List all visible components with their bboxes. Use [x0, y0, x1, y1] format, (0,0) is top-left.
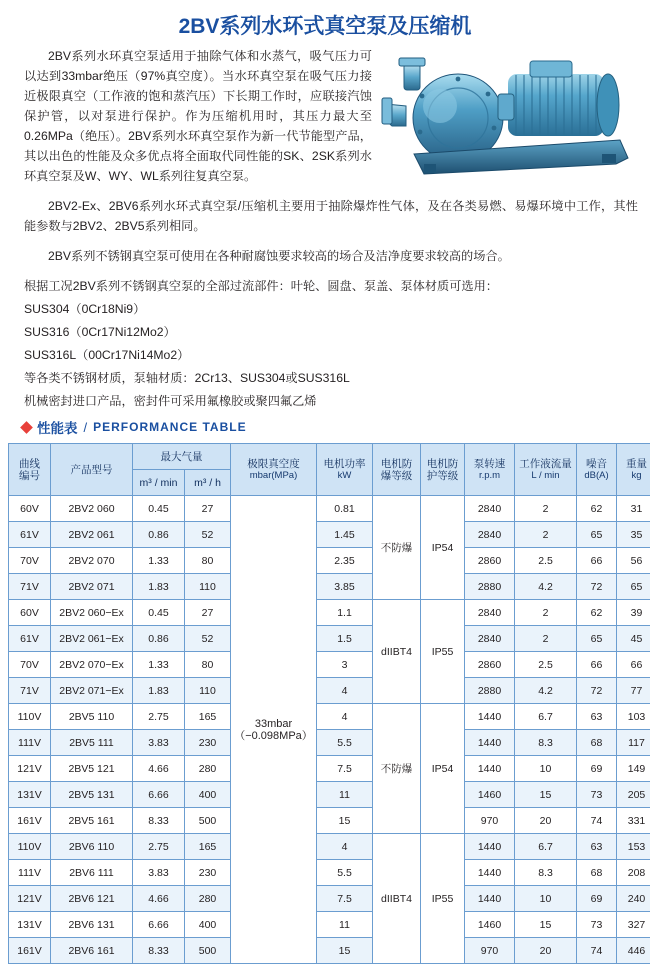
cell-model: 2BV5 121: [51, 756, 133, 782]
intro-paragraph-3: 2BV系列不锈钢真空泵可使用在各种耐腐蚀要求较高的场合及洁净度要求较高的场合。: [24, 246, 638, 266]
cell-weight: 45: [617, 626, 650, 652]
cell-speed: 1460: [465, 782, 515, 808]
cell-model: 2BV6 161: [51, 938, 133, 964]
cell-curve-no: 110V: [9, 704, 51, 730]
cell-liquid-flow: 10: [515, 886, 577, 912]
cell-liquid-flow: 4.2: [515, 678, 577, 704]
header-curve-no: [9, 444, 51, 496]
cell-motor-power: 11: [317, 782, 373, 808]
cell-liquid-flow: 6.7: [515, 834, 577, 860]
header-curve-no-l2: 编号: [19, 470, 40, 482]
header-curve-no-l1: 曲线: [19, 458, 40, 470]
cell-weight: 65: [617, 574, 650, 600]
cell-max-air-min: 0.86: [133, 522, 185, 548]
cell-noise: 73: [577, 912, 617, 938]
cell-max-air-min: 2.75: [133, 834, 185, 860]
material-line-4: SUS316L（00Cr17Ni14Mo2）: [24, 345, 638, 365]
performance-table-heading: [22, 417, 650, 437]
cell-max-air-hour: 500: [185, 808, 231, 834]
cell-curve-no: 70V: [9, 548, 51, 574]
material-line-6: 机械密封进口产品，密封件可采用氟橡胶或聚四氟乙烯: [24, 391, 638, 411]
cell-curve-no: 70V: [9, 652, 51, 678]
cell-motor-power: 4: [317, 834, 373, 860]
cell-motor-power: 4: [317, 704, 373, 730]
header-max-air: 最大气量: [133, 444, 231, 470]
header-weight-label: 重量: [626, 458, 647, 470]
cell-weight: 39: [617, 600, 650, 626]
cell-max-air-hour: 400: [185, 912, 231, 938]
cell-noise: 74: [577, 938, 617, 964]
header-ex-grade: [373, 444, 421, 496]
table-row: [9, 678, 650, 704]
vacuum-value: 33mbar: [231, 718, 316, 730]
cell-model: 2BV5 110: [51, 704, 133, 730]
cell-noise: 66: [577, 548, 617, 574]
header-motor-power-label: 电机功率: [324, 458, 366, 470]
cell-weight: 240: [617, 886, 650, 912]
cell-max-air-min: 8.33: [133, 808, 185, 834]
cell-weight: 153: [617, 834, 650, 860]
cell-motor-power: 0.81: [317, 496, 373, 522]
cell-motor-power: 5.5: [317, 860, 373, 886]
header-ex-grade-l2: 爆等级: [381, 470, 413, 482]
cell-max-air-min: 0.45: [133, 496, 185, 522]
cell-speed: 1440: [465, 756, 515, 782]
cell-ip-grade: IP55: [421, 834, 465, 964]
cell-liquid-flow: 2: [515, 626, 577, 652]
cell-liquid-flow: 6.7: [515, 704, 577, 730]
cell-ex-grade: 不防爆: [373, 704, 421, 834]
table-row: [9, 704, 650, 730]
header-noise-label: 噪音: [586, 458, 607, 470]
header-max-air-unit-min: m³ / min: [133, 470, 185, 496]
cell-max-air-min: 4.66: [133, 886, 185, 912]
cell-motor-power: 7.5: [317, 756, 373, 782]
vacuum-value-mpa: （−0.098MPa）: [231, 730, 316, 742]
cell-liquid-flow: 2: [515, 522, 577, 548]
cell-weight: 327: [617, 912, 650, 938]
cell-weight: 103: [617, 704, 650, 730]
heading-separator: /: [84, 420, 88, 435]
header-ip-grade: [421, 444, 465, 496]
table-row: [9, 938, 650, 964]
cell-speed: 2840: [465, 522, 515, 548]
cell-speed: 2840: [465, 626, 515, 652]
cell-speed: 1440: [465, 730, 515, 756]
cell-max-air-min: 1.33: [133, 652, 185, 678]
header-speed-unit: r.p.m: [465, 470, 514, 482]
cell-noise: 65: [577, 522, 617, 548]
cell-model: 2BV2 060−Ex: [51, 600, 133, 626]
cell-max-air-hour: 165: [185, 704, 231, 730]
pump-illustration: [380, 46, 638, 181]
cell-liquid-flow: 2.5: [515, 652, 577, 678]
table-row: [9, 834, 650, 860]
cell-motor-power: 1.1: [317, 600, 373, 626]
cell-motor-power: 3: [317, 652, 373, 678]
pump-illustration-svg: [380, 46, 638, 181]
material-line-5: 等各类不锈钢材质，泵轴材质：2Cr13、SUS304或SUS316L: [24, 368, 638, 388]
cell-motor-power: 15: [317, 808, 373, 834]
cell-liquid-flow: 8.3: [515, 730, 577, 756]
header-ip-grade-l2: 护等级: [427, 470, 459, 482]
diamond-bullet-icon: [20, 421, 33, 434]
header-ip-grade-l1: 电机防: [427, 458, 459, 470]
cell-max-air-hour: 280: [185, 756, 231, 782]
cell-noise: 74: [577, 808, 617, 834]
cell-weight: 208: [617, 860, 650, 886]
cell-model: 2BV5 111: [51, 730, 133, 756]
cell-noise: 69: [577, 886, 617, 912]
table-row: [9, 652, 650, 678]
cell-ip-grade: IP54: [421, 704, 465, 834]
cell-max-air-min: 1.83: [133, 574, 185, 600]
cell-motor-power: 1.45: [317, 522, 373, 548]
cell-ultimate-vacuum: [231, 496, 317, 964]
cell-ip-grade: IP55: [421, 600, 465, 704]
header-ex-grade-l1: 电机防: [381, 458, 413, 470]
cell-curve-no: 110V: [9, 834, 51, 860]
cell-model: 2BV2 071: [51, 574, 133, 600]
page-title: 2BV系列水环式真空泵及压缩机: [0, 0, 650, 46]
cell-max-air-hour: 400: [185, 782, 231, 808]
cell-speed: 2880: [465, 574, 515, 600]
intro-paragraph-1: 2BV系列水环真空泵适用于抽除气体和水蒸气，吸气压力可以达到33mbar绝压（97%真空度）。当水环真空泵在吸气压力接近极限真空（工作液的饱和蒸汽压）下长期工作时，应联接汽蚀保护管，以对泵进行保护。作为压缩机用时，其压力最大至0.26MPa（绝压）。2BV系列水环真空泵作为新一代节能型产品，其以出色的性能及众多优点将全面取代同性能的SK、2SK系列水环真空泵及W、WY、WL系列往复真空泵。: [24, 46, 638, 186]
table-row: [9, 756, 650, 782]
cell-model: 2BV6 121: [51, 886, 133, 912]
table-row: [9, 886, 650, 912]
cell-weight: 35: [617, 522, 650, 548]
cell-weight: 149: [617, 756, 650, 782]
cell-weight: 117: [617, 730, 650, 756]
cell-max-air-hour: 500: [185, 938, 231, 964]
table-row: [9, 600, 650, 626]
cell-model: 2BV5 131: [51, 782, 133, 808]
cell-liquid-flow: 2.5: [515, 548, 577, 574]
cell-liquid-flow: 15: [515, 782, 577, 808]
cell-motor-power: 3.85: [317, 574, 373, 600]
table-row: [9, 522, 650, 548]
cell-liquid-flow: 2: [515, 496, 577, 522]
cell-weight: 446: [617, 938, 650, 964]
cell-liquid-flow: 10: [515, 756, 577, 782]
cell-speed: 2840: [465, 496, 515, 522]
material-line-3: SUS316（0Cr17Ni12Mo2）: [24, 322, 638, 342]
cell-noise: 69: [577, 756, 617, 782]
cell-max-air-min: 0.86: [133, 626, 185, 652]
cell-liquid-flow: 8.3: [515, 860, 577, 886]
cell-speed: 970: [465, 808, 515, 834]
header-liquid-flow: [515, 444, 577, 496]
cell-curve-no: 131V: [9, 912, 51, 938]
cell-model: 2BV6 110: [51, 834, 133, 860]
table-header-row-1: [9, 444, 650, 470]
cell-model: 2BV2 070−Ex: [51, 652, 133, 678]
cell-model: 2BV2 061: [51, 522, 133, 548]
heading-label-en: PERFORMANCE TABLE: [93, 420, 246, 434]
table-body: [9, 496, 650, 964]
table-row: [9, 496, 650, 522]
cell-max-air-min: 1.33: [133, 548, 185, 574]
header-weight: [617, 444, 650, 496]
cell-speed: 2860: [465, 652, 515, 678]
header-max-air-unit-hour: m³ / h: [185, 470, 231, 496]
cell-max-air-min: 1.83: [133, 678, 185, 704]
cell-ex-grade: dIIBT4: [373, 600, 421, 704]
intro-section: [0, 46, 650, 411]
material-line-1: 根据工况2BV系列不锈钢真空泵的全部过流部件：叶轮、圆盘、泵盖、泵体材质可选用：: [24, 276, 638, 296]
cell-curve-no: 121V: [9, 756, 51, 782]
cell-ip-grade: IP54: [421, 496, 465, 600]
cell-noise: 68: [577, 730, 617, 756]
header-ultimate-vacuum-label: 极限真空度: [247, 458, 300, 470]
header-model: 产品型号: [51, 444, 133, 496]
cell-liquid-flow: 20: [515, 938, 577, 964]
cell-noise: 68: [577, 860, 617, 886]
cell-model: 2BV2 070: [51, 548, 133, 574]
cell-speed: 2880: [465, 678, 515, 704]
cell-max-air-hour: 52: [185, 626, 231, 652]
table-row: [9, 782, 650, 808]
cell-speed: 1440: [465, 886, 515, 912]
cell-model: 2BV5 161: [51, 808, 133, 834]
header-weight-unit: kg: [617, 470, 650, 482]
cell-curve-no: 111V: [9, 860, 51, 886]
cell-max-air-min: 0.45: [133, 600, 185, 626]
header-motor-power-unit: kW: [317, 470, 372, 482]
header-noise-unit: dB(A): [577, 470, 616, 482]
cell-liquid-flow: 4.2: [515, 574, 577, 600]
cell-speed: 1460: [465, 912, 515, 938]
table-row: [9, 574, 650, 600]
cell-motor-power: 2.35: [317, 548, 373, 574]
cell-max-air-hour: 80: [185, 652, 231, 678]
cell-curve-no: 60V: [9, 496, 51, 522]
cell-curve-no: 61V: [9, 626, 51, 652]
cell-noise: 66: [577, 652, 617, 678]
cell-liquid-flow: 20: [515, 808, 577, 834]
cell-weight: 56: [617, 548, 650, 574]
cell-model: 2BV2 071−Ex: [51, 678, 133, 704]
cell-weight: 66: [617, 652, 650, 678]
cell-motor-power: 5.5: [317, 730, 373, 756]
cell-speed: 1440: [465, 704, 515, 730]
cell-max-air-min: 6.66: [133, 912, 185, 938]
cell-noise: 63: [577, 704, 617, 730]
cell-model: 2BV6 131: [51, 912, 133, 938]
cell-liquid-flow: 15: [515, 912, 577, 938]
cell-max-air-hour: 280: [185, 886, 231, 912]
cell-curve-no: 71V: [9, 678, 51, 704]
cell-speed: 2860: [465, 548, 515, 574]
cell-curve-no: 71V: [9, 574, 51, 600]
header-liquid-flow-unit: L / min: [515, 470, 576, 482]
cell-max-air-min: 4.66: [133, 756, 185, 782]
cell-speed: 1440: [465, 834, 515, 860]
cell-model: 2BV6 111: [51, 860, 133, 886]
header-speed-label: 泵转速: [474, 458, 506, 470]
cell-ex-grade: 不防爆: [373, 496, 421, 600]
cell-weight: 205: [617, 782, 650, 808]
cell-noise: 65: [577, 626, 617, 652]
cell-speed: 970: [465, 938, 515, 964]
cell-max-air-min: 8.33: [133, 938, 185, 964]
cell-curve-no: 61V: [9, 522, 51, 548]
intro-paragraph-2: 2BV2-Ex、2BV6系列水环式真空泵/压缩机主要用于抽除爆炸性气体，及在各类易燃、易爆环境中工作，其性能参数与2BV2、2BV5系列相同。: [24, 196, 638, 236]
performance-table: [8, 443, 650, 964]
cell-max-air-hour: 110: [185, 678, 231, 704]
cell-max-air-hour: 27: [185, 496, 231, 522]
cell-weight: 31: [617, 496, 650, 522]
table-row: [9, 626, 650, 652]
header-motor-power: [317, 444, 373, 496]
cell-model: 2BV2 061−Ex: [51, 626, 133, 652]
cell-noise: 62: [577, 496, 617, 522]
cell-ex-grade: dIIBT4: [373, 834, 421, 964]
cell-motor-power: 4: [317, 678, 373, 704]
cell-motor-power: 11: [317, 912, 373, 938]
cell-max-air-hour: 80: [185, 548, 231, 574]
cell-max-air-min: 6.66: [133, 782, 185, 808]
cell-noise: 72: [577, 574, 617, 600]
cell-curve-no: 111V: [9, 730, 51, 756]
heading-label-cn: 性能表: [37, 417, 78, 437]
cell-curve-no: 131V: [9, 782, 51, 808]
cell-curve-no: 60V: [9, 600, 51, 626]
table-row: [9, 912, 650, 938]
header-speed: [465, 444, 515, 496]
cell-max-air-hour: 230: [185, 730, 231, 756]
cell-motor-power: 7.5: [317, 886, 373, 912]
cell-max-air-min: 3.83: [133, 730, 185, 756]
cell-max-air-hour: 165: [185, 834, 231, 860]
cell-speed: 1440: [465, 860, 515, 886]
cell-max-air-hour: 110: [185, 574, 231, 600]
table-row: [9, 730, 650, 756]
cell-liquid-flow: 2: [515, 600, 577, 626]
cell-max-air-hour: 52: [185, 522, 231, 548]
header-ultimate-vacuum: [231, 444, 317, 496]
cell-weight: 77: [617, 678, 650, 704]
material-line-2: SUS304（0Cr18Ni9）: [24, 299, 638, 319]
table-row: [9, 548, 650, 574]
cell-max-air-hour: 230: [185, 860, 231, 886]
cell-weight: 331: [617, 808, 650, 834]
cell-max-air-min: 3.83: [133, 860, 185, 886]
cell-curve-no: 121V: [9, 886, 51, 912]
cell-motor-power: 15: [317, 938, 373, 964]
cell-speed: 2840: [465, 600, 515, 626]
cell-noise: 72: [577, 678, 617, 704]
header-liquid-flow-label: 工作液流量: [519, 458, 572, 470]
cell-max-air-hour: 27: [185, 600, 231, 626]
cell-noise: 62: [577, 600, 617, 626]
table-row: [9, 808, 650, 834]
cell-curve-no: 161V: [9, 938, 51, 964]
cell-max-air-min: 2.75: [133, 704, 185, 730]
cell-model: 2BV2 060: [51, 496, 133, 522]
cell-noise: 73: [577, 782, 617, 808]
header-ultimate-vacuum-unit: mbar(MPa): [231, 470, 316, 482]
cell-curve-no: 161V: [9, 808, 51, 834]
cell-motor-power: 1.5: [317, 626, 373, 652]
performance-table-wrap: [0, 443, 650, 964]
cell-noise: 63: [577, 834, 617, 860]
header-noise: [577, 444, 617, 496]
